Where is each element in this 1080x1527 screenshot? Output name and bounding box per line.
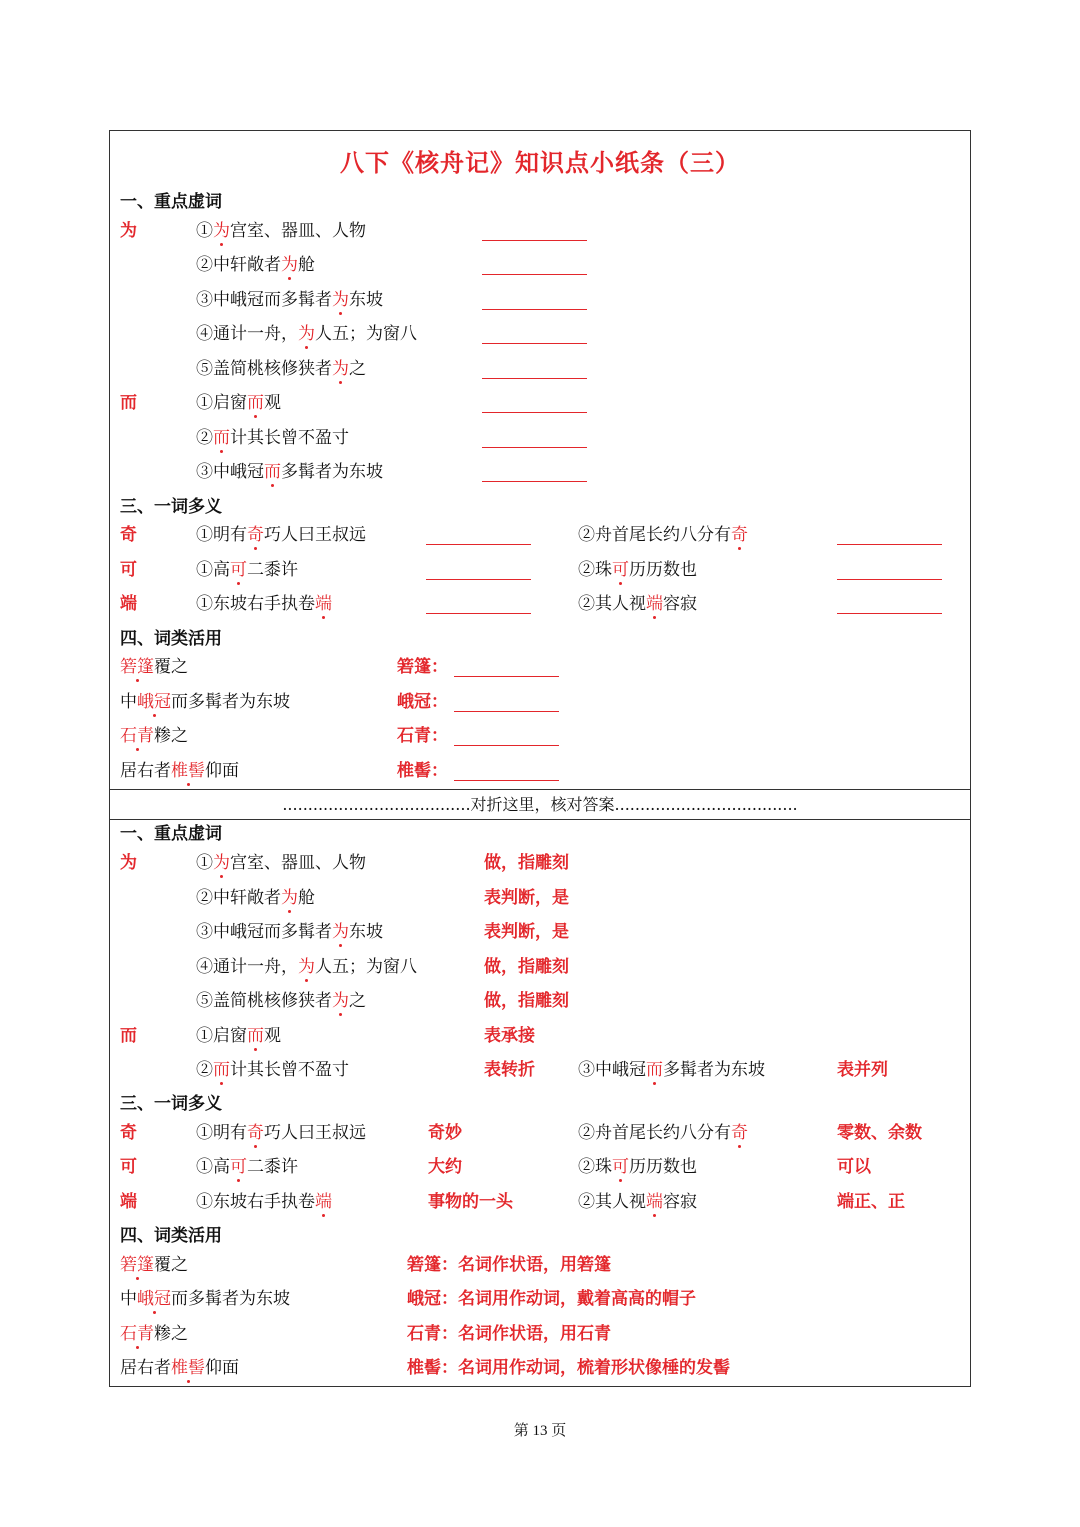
duoyi-item: ②珠可历历数也	[578, 560, 697, 580]
huoyong-label: 石青：	[397, 726, 448, 746]
answer-text: 表判断，是	[484, 888, 569, 908]
answer-blank[interactable]	[837, 613, 942, 614]
huoyong-answer: 椎髻：名词用作动词，梳着形状像棰的发髻	[407, 1358, 730, 1378]
huoyong-label: 峨冠：	[397, 692, 448, 712]
xuci-item: ①为宫室、器皿、人物	[196, 221, 366, 241]
duoyi-item: ②舟首尾长约八分有奇	[578, 1123, 748, 1143]
xuci-item: ②中轩敞者为舱	[196, 255, 315, 275]
huoyong-sentence: 石青糁之	[120, 1324, 188, 1344]
xuci-item: ④通计一舟，为人五；为窗八	[196, 957, 417, 977]
section-heading-xuci: 一、重点虚词	[120, 824, 222, 844]
answer-text: 表转折	[484, 1060, 535, 1080]
fold-line-bottom	[110, 819, 970, 820]
xuci-item: ①启窗而观	[196, 393, 281, 413]
duoyi-item: ②其人视端容寂	[578, 1192, 697, 1212]
answer-text: 可以	[837, 1157, 871, 1177]
fold-instruction: .....................................对折这里，核对答案....................................	[282, 795, 798, 814]
answer-blank[interactable]	[454, 780, 559, 781]
answer-blank[interactable]	[837, 579, 942, 580]
answer-text: 表承接	[484, 1026, 535, 1046]
huoyong-sentence: 中峨冠而多髯者为东坡	[120, 1289, 290, 1309]
xuci-item: ②而计其长曾不盈寸	[196, 428, 349, 448]
xuci-item: ③中峨冠而多髯者为东坡	[196, 462, 383, 482]
answer-text: 做，指雕刻	[484, 853, 569, 873]
answer-blank[interactable]	[454, 711, 559, 712]
xuci-key-er: 而	[120, 393, 137, 413]
answer-blank[interactable]	[482, 343, 587, 344]
answer-text: 奇妙	[428, 1123, 462, 1143]
answer-blank[interactable]	[426, 613, 531, 614]
duoyi-item: ①东坡右手执卷端	[196, 1192, 332, 1212]
answer-blank[interactable]	[482, 412, 587, 413]
huoyong-sentence: 居右者椎髻仰面	[120, 1358, 239, 1378]
answer-text: 做，指雕刻	[484, 991, 569, 1011]
huoyong-answer: 峨冠：名词用作动词，戴着高高的帽子	[407, 1289, 696, 1309]
duoyi-item: ①明有奇巧人曰王叔远	[196, 1123, 366, 1143]
duoyi-item: ①明有奇巧人曰王叔远	[196, 525, 366, 545]
worksheet	[109, 130, 971, 1387]
answer-text: 端正、正	[837, 1192, 905, 1212]
huoyong-label: 箬篷：	[397, 657, 448, 677]
fold-text: 对折这里，核对答案	[470, 795, 615, 814]
duoyi-item: ②其人视端容寂	[578, 594, 697, 614]
duoyi-key: 可	[120, 1157, 137, 1177]
huoyong-sentence: 中峨冠而多髯者为东坡	[120, 692, 290, 712]
huoyong-answer: 石青：名词作状语，用石青	[407, 1324, 611, 1344]
answer-blank[interactable]	[482, 481, 587, 482]
answer-blank[interactable]	[482, 309, 587, 310]
duoyi-key: 可	[120, 560, 137, 580]
duoyi-key: 奇	[120, 525, 137, 545]
xuci-item: ④通计一舟，为人五；为窗八	[196, 324, 417, 344]
fold-line-top	[110, 789, 970, 790]
xuci-item: ②而计其长曾不盈寸	[196, 1060, 349, 1080]
xuci-key-er: 而	[120, 1026, 137, 1046]
xuci-item: ⑤盖简桃核修狭者为之	[196, 991, 366, 1011]
xuci-item: ③中峨冠而多髯者为东坡	[578, 1060, 765, 1080]
duoyi-item: ①高可二黍许	[196, 1157, 298, 1177]
answer-blank[interactable]	[482, 240, 587, 241]
xuci-item: ③中峨冠而多髯者为东坡	[196, 290, 383, 310]
huoyong-label: 椎髻：	[397, 761, 448, 781]
answer-text: 表并列	[837, 1060, 888, 1080]
section-heading-duoyi: 三、一词多义	[120, 1094, 222, 1114]
section-heading-duoyi: 三、一词多义	[120, 497, 222, 517]
duoyi-key: 奇	[120, 1123, 137, 1143]
xuci-item: ③中峨冠而多髯者为东坡	[196, 922, 383, 942]
answer-blank[interactable]	[426, 579, 531, 580]
answer-blank[interactable]	[837, 544, 942, 545]
huoyong-sentence: 石青糁之	[120, 726, 188, 746]
section-heading-huoyong: 四、词类活用	[120, 629, 222, 649]
answer-blank[interactable]	[454, 676, 559, 677]
section-heading-huoyong: 四、词类活用	[120, 1226, 222, 1246]
answer-blank[interactable]	[482, 274, 587, 275]
answer-blank[interactable]	[482, 378, 587, 379]
huoyong-sentence: 箬篷覆之	[120, 1255, 188, 1275]
answer-blank[interactable]	[454, 745, 559, 746]
duoyi-item: ②珠可历历数也	[578, 1157, 697, 1177]
answer-text: 零数、余数	[837, 1123, 922, 1143]
xuci-key-wei: 为	[120, 853, 137, 873]
page-title: 八下《核舟记》知识点小纸条（三）	[340, 148, 740, 177]
answer-text: 表判断，是	[484, 922, 569, 942]
answer-blank[interactable]	[426, 544, 531, 545]
xuci-item: ⑤盖简桃核修狭者为之	[196, 359, 366, 379]
xuci-item: ①启窗而观	[196, 1026, 281, 1046]
huoyong-sentence: 箬篷覆之	[120, 657, 188, 677]
duoyi-item: ①高可二黍许	[196, 560, 298, 580]
xuci-item: ②中轩敞者为舱	[196, 888, 315, 908]
huoyong-answer: 箬篷：名词作状语，用箬篷	[407, 1255, 611, 1275]
xuci-key-wei: 为	[120, 221, 137, 241]
page-number: 第 13 页	[513, 1423, 567, 1439]
answer-text: 事物的一头	[428, 1192, 513, 1212]
huoyong-sentence: 居右者椎髻仰面	[120, 761, 239, 781]
duoyi-item: ②舟首尾长约八分有奇	[578, 525, 748, 545]
answer-text: 大约	[428, 1157, 462, 1177]
answer-text: 做，指雕刻	[484, 957, 569, 977]
answer-blank[interactable]	[482, 447, 587, 448]
duoyi-key: 端	[120, 1192, 137, 1212]
section-heading-xuci: 一、重点虚词	[120, 192, 222, 212]
duoyi-key: 端	[120, 594, 137, 614]
xuci-item: ①为宫室、器皿、人物	[196, 853, 366, 873]
duoyi-item: ①东坡右手执卷端	[196, 594, 332, 614]
